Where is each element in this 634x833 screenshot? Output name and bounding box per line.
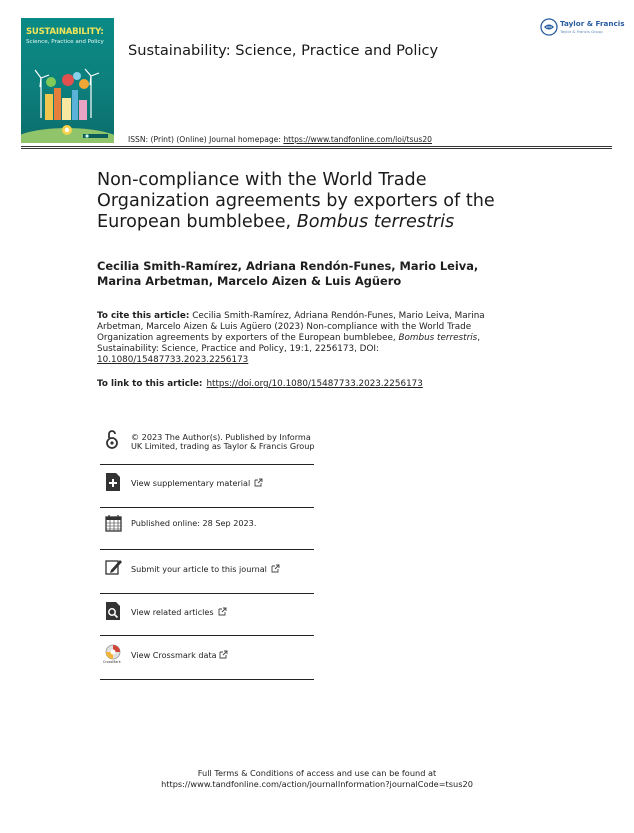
- publisher-logo[interactable]: [540, 17, 625, 39]
- crossmark-link[interactable]: [131, 650, 316, 660]
- publisher-tagline: Taylor & Francis Group: [560, 29, 603, 34]
- external-link-icon: [254, 478, 263, 487]
- list-divider: [100, 549, 314, 550]
- footer-terms-text: Full Terms & Conditions of access and use can be found at: [197, 768, 437, 778]
- journal-title[interactable]: Sustainability: Science, Practice and Policy: [128, 42, 439, 59]
- list-divider: [100, 635, 314, 636]
- citation-label: To cite this article:: [97, 311, 190, 321]
- citation-block: [97, 311, 487, 366]
- list-divider: [100, 464, 314, 465]
- external-link-icon: [218, 607, 227, 616]
- related-articles-link[interactable]: [131, 607, 316, 617]
- external-link-icon: [271, 564, 280, 573]
- supplementary-icon: [105, 472, 121, 494]
- list-divider: [100, 593, 314, 594]
- footer: [0, 768, 634, 790]
- submit-label: Submit your article to this journal: [131, 564, 267, 574]
- related-label: View related articles: [131, 607, 214, 617]
- issn-line: [128, 135, 432, 144]
- cover-title: SUSTAINABILITY:: [26, 27, 104, 37]
- link-label: To link to this article:: [97, 379, 203, 389]
- crossmark-label: View Crossmark data: [131, 650, 217, 660]
- journal-cover-image: [21, 18, 114, 143]
- cover-illustration: [21, 18, 114, 143]
- citation-doi-link[interactable]: 10.1080/15487733.2023.2256173: [97, 355, 249, 365]
- article-title-text: Non-compliance with the World Trade Organization agreements by exporters of the European bumblebee,: [97, 170, 495, 232]
- calendar-icon: [105, 514, 122, 534]
- cover-subtitle: Science, Practice and Policy: [26, 39, 104, 45]
- crossmark-icon: [104, 643, 124, 667]
- list-divider: [100, 507, 314, 508]
- list-item-license: [100, 433, 314, 465]
- link-to-article: [97, 379, 423, 389]
- publisher-name: Taylor & Francis: [560, 19, 625, 28]
- submit-article-link[interactable]: [131, 564, 316, 574]
- list-divider: [100, 679, 314, 680]
- submit-icon: [105, 558, 123, 578]
- header-rule-secondary: [21, 148, 612, 149]
- crossmark-icon-label: CrossMark: [103, 660, 121, 664]
- license-text: © 2023 The Author(s). Published by Informa UK Limited, trading as Taylor & Francis Group: [131, 432, 315, 452]
- article-title-species: Bombus terrestris: [296, 212, 455, 232]
- citation-text: Cecilia Smith-Ramírez, Adriana Rendón-Funes, Mario Leiva, Marina Arbetman, Marcelo Aizen & Luis Agüero (2023) Non-compliance with the World Trade Organization agreements by exporters of the European bumblebee,: [97, 311, 485, 343]
- supplementary-link[interactable]: [131, 478, 316, 488]
- citation-text-tail: , Sustainability: Science, Practice and Policy, 19:1, 2256173, DOI:: [97, 333, 481, 354]
- article-title: [97, 170, 517, 233]
- article-doi-link[interactable]: https://doi.org/10.1080/15487733.2023.2256173: [206, 379, 423, 389]
- header-rule: [21, 146, 612, 147]
- journal-homepage-link[interactable]: https://www.tandfonline.com/loi/tsus20: [283, 135, 432, 144]
- footer-terms-link[interactable]: https://www.tandfonline.com/action/journalInformation?journalCode=tsus20: [161, 779, 473, 789]
- article-authors: Cecilia Smith-Ramírez, Adriana Rendón-Funes, Mario Leiva, Marina Arbetman, Marcelo Aizen & Luis Agüero: [97, 259, 479, 288]
- published-date: Published online: 28 Sep 2023.: [131, 518, 257, 528]
- citation-species: Bombus terrestris: [398, 333, 478, 343]
- issn-text: ISSN: (Print) (Online) Journal homepage:: [128, 135, 284, 144]
- supplementary-label: View supplementary material: [131, 478, 251, 488]
- open-access-icon: [105, 429, 119, 453]
- external-link-icon: [219, 650, 228, 659]
- related-articles-icon: [105, 601, 122, 623]
- publisher-logo-icon: [540, 18, 558, 36]
